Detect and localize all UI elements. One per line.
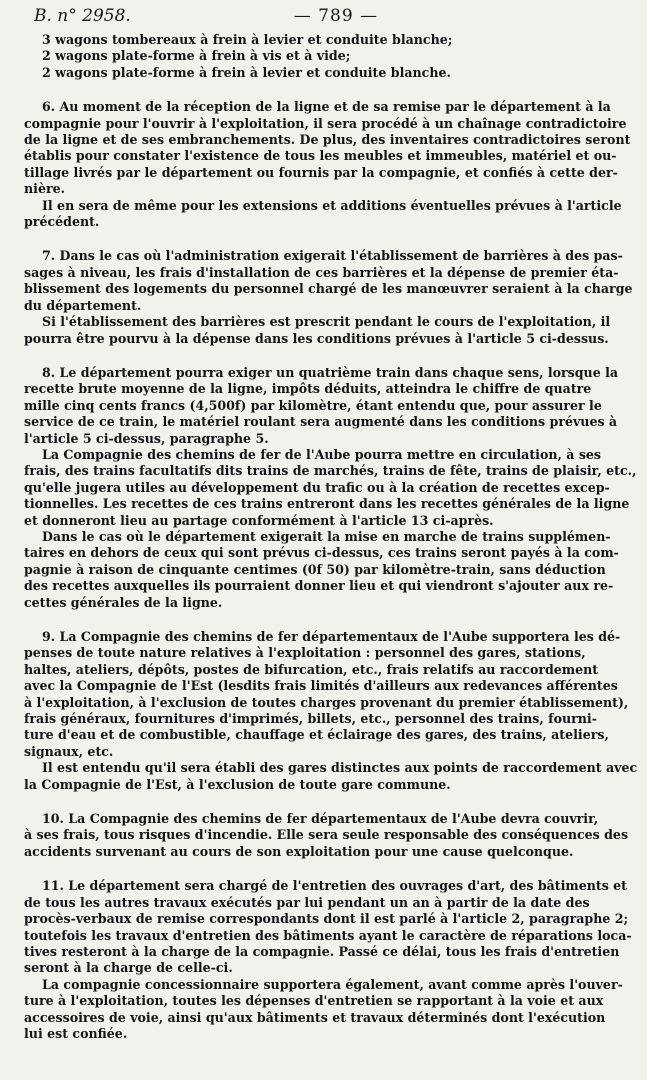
text-line: service de ce train, le matériel roulant sera augmenté dans les conditions prévues à xyxy=(24,414,618,430)
text-line: procès-verbaux de remise correspondants dont il est parlé à l'article 2, paragraphe 2; xyxy=(24,911,629,927)
text-line: qu'elle jugera utiles au développement du trafic ou à la création de recettes excep- xyxy=(24,479,610,495)
text-line: accessoires de voie, ainsi qu'aux bâtiments et travaux déterminés dont l'exécution xyxy=(24,1009,606,1025)
text-line: La Compagnie des chemins de fer de l'Aube pourra mettre en circulation, à ses xyxy=(42,446,602,462)
text-line: signaux, etc. xyxy=(24,743,114,759)
text-line: 6. Au moment de la réception de la ligne et de sa remise par le département à la xyxy=(42,99,611,115)
text-line: La compagnie concessionnaire supportera également, avant comme après l'ouver- xyxy=(42,976,623,992)
text-line: ture à l'exploitation, toutes les dépenses d'entretien se rapportant à la voie et aux xyxy=(24,993,604,1009)
page-header xyxy=(4,6,625,32)
text-line: taires en dehors de ceux qui sont prévus ci-dessus, ces trains seront payés à la com- xyxy=(24,545,619,561)
text-line: sages à niveau, les frais d'installation de ces barrières et la dépense de premier éta- xyxy=(24,264,619,280)
text-line: du département. xyxy=(24,297,142,313)
text-line: 9. La Compagnie des chemins de fer départementaux de l'Aube supportera les dé- xyxy=(42,629,621,644)
paragraph-gap xyxy=(4,611,625,629)
paragraph-gap xyxy=(4,347,625,365)
text-line: et donneront lieu au partage conformément à l'article 13 ci-après. xyxy=(24,512,494,528)
text-line: à l'exploitation, à l'exclusion de toutes charges provenant du premier établissement), xyxy=(24,694,629,710)
text-line: haltes, ateliers, dépôts, postes de bifurcation, etc., frais relatifs au raccordement xyxy=(24,661,599,677)
text-line: avec la Compagnie de l'Est (lesdits frais limités d'ailleurs aux redevances afférentes xyxy=(24,678,618,694)
text-line: tives resteront à la charge de la compagnie. Passé ce délai, tous les frais d'entretien xyxy=(24,943,620,959)
text-line: 11. Le département sera chargé de l'entretien des ouvrages d'art, des bâtiments et xyxy=(42,878,628,894)
paragraph-gap xyxy=(4,81,625,99)
text-line: recette brute moyenne de la ligne, impôts déduits, atteindra le chiffre de quatre xyxy=(24,381,592,397)
bulletin-number: B. n° 2958. xyxy=(34,6,131,26)
text-line: Il est entendu qu'il sera établi des gares distinctes aux points de raccordement avec xyxy=(42,760,638,776)
text-line: la Compagnie de l'Est, à l'exclusion de toute gare commune. xyxy=(24,776,451,792)
text-line: tionnelles. Les recettes de ces trains entreront dans les recettes générales de la ligne xyxy=(24,496,630,512)
text-line: mille cinq cents francs (4,500f) par kilomètre, étant entendu que, pour assurer le xyxy=(24,397,602,413)
text-line: seront à la charge de celle-ci. xyxy=(24,960,233,976)
paragraph-gap xyxy=(4,793,625,811)
text-line: lui est confiée. xyxy=(24,1025,128,1041)
text-line: de la ligne et de ses embranchements. De plus, des inventaires contradictoires seront xyxy=(24,132,631,148)
text-line: à ses frais, tous risques d'incendie. Elle sera seule responsable des conséquences des xyxy=(24,827,629,843)
text-line: Il en sera de même pour les extensions et additions éventuelles prévues à l'article xyxy=(42,197,622,213)
text-line: toutefois les travaux d'entretien des bâtiments ayant le caractère de réparations loca- xyxy=(24,927,632,943)
text-line: compagnie pour l'ouvrir à l'exploitation, il sera procédé à un chaînage contradictoire xyxy=(24,115,627,131)
text-line: 3 wagons tombereaux à frein à levier et conduite blanche; xyxy=(42,32,453,47)
text-line: frais, des trains facultatifs dits trains de marchés, trains de fête, trains de plaisir, etc., xyxy=(24,463,637,479)
text-line: pagnie à raison de cinquante centimes (0f 50) par kilomètre-train, sans déduction xyxy=(24,561,606,577)
text-line: établis pour constater l'existence de tous les meubles et immeubles, matériel et ou- xyxy=(24,148,617,164)
text-line: l'article 5 ci-dessus, paragraphe 5. xyxy=(24,430,269,446)
text-line: des recettes auxquelles ils pourraient donner lieu et qui viendront s'ajouter aux re- xyxy=(24,578,614,594)
text-line: Dans le cas où le département exigerait la mise en marche de trains supplémen- xyxy=(42,528,611,544)
text-line: frais généraux, fournitures d'imprimés, billets, etc., personnel des trains, fourni- xyxy=(24,711,597,727)
text-line: blissement des logements du personnel chargé de les manœuvrer seraient à la charge xyxy=(24,281,633,297)
text-line: 2 wagons plate-forme à frein à levier et conduite blanche. xyxy=(42,64,451,80)
paragraph-gap xyxy=(4,230,625,248)
document-body xyxy=(4,32,638,1042)
text-line: accidents survenant au cours de son exploitation pour une cause quelconque. xyxy=(24,843,574,859)
text-line: Si l'établissement des barrières est prescrit pendant le cours de l'exploitation, il xyxy=(42,314,611,330)
text-line: 7. Dans le cas où l'administration exigerait l'établissement de barrières à des pas- xyxy=(42,248,623,264)
text-line: ture d'eau et de combustible, chauffage et éclairage des gares, des trains, ateliers, xyxy=(24,727,609,743)
text-line: 2 wagons plate-forme à frein à vis et à vide; xyxy=(42,48,351,64)
text-line: 8. Le département pourra exiger un quatrième train dans chaque sens, lorsque la xyxy=(42,364,619,380)
text-line: penses de toute nature relatives à l'exploitation : personnel des gares, stations, xyxy=(24,645,586,661)
page-number: — 789 — xyxy=(293,6,379,26)
text-line: pourra être pourvu à la dépense dans les conditions prévues à l'article 5 ci-dessus. xyxy=(24,330,609,346)
text-line: tillage livrés par le département ou fournis par la compagnie, et confiés à cette der- xyxy=(24,164,618,180)
text-line: 10. La Compagnie des chemins de fer départementaux de l'Aube devra couvrir, xyxy=(42,811,599,827)
text-line: précédent. xyxy=(24,214,100,230)
text-line: cettes générales de la ligne. xyxy=(24,594,223,610)
text-line: de tous les autres travaux exécutés par lui pendant un an à partir de la date des xyxy=(24,894,590,910)
text-line: nière. xyxy=(24,181,65,197)
paragraph-gap xyxy=(4,860,625,878)
